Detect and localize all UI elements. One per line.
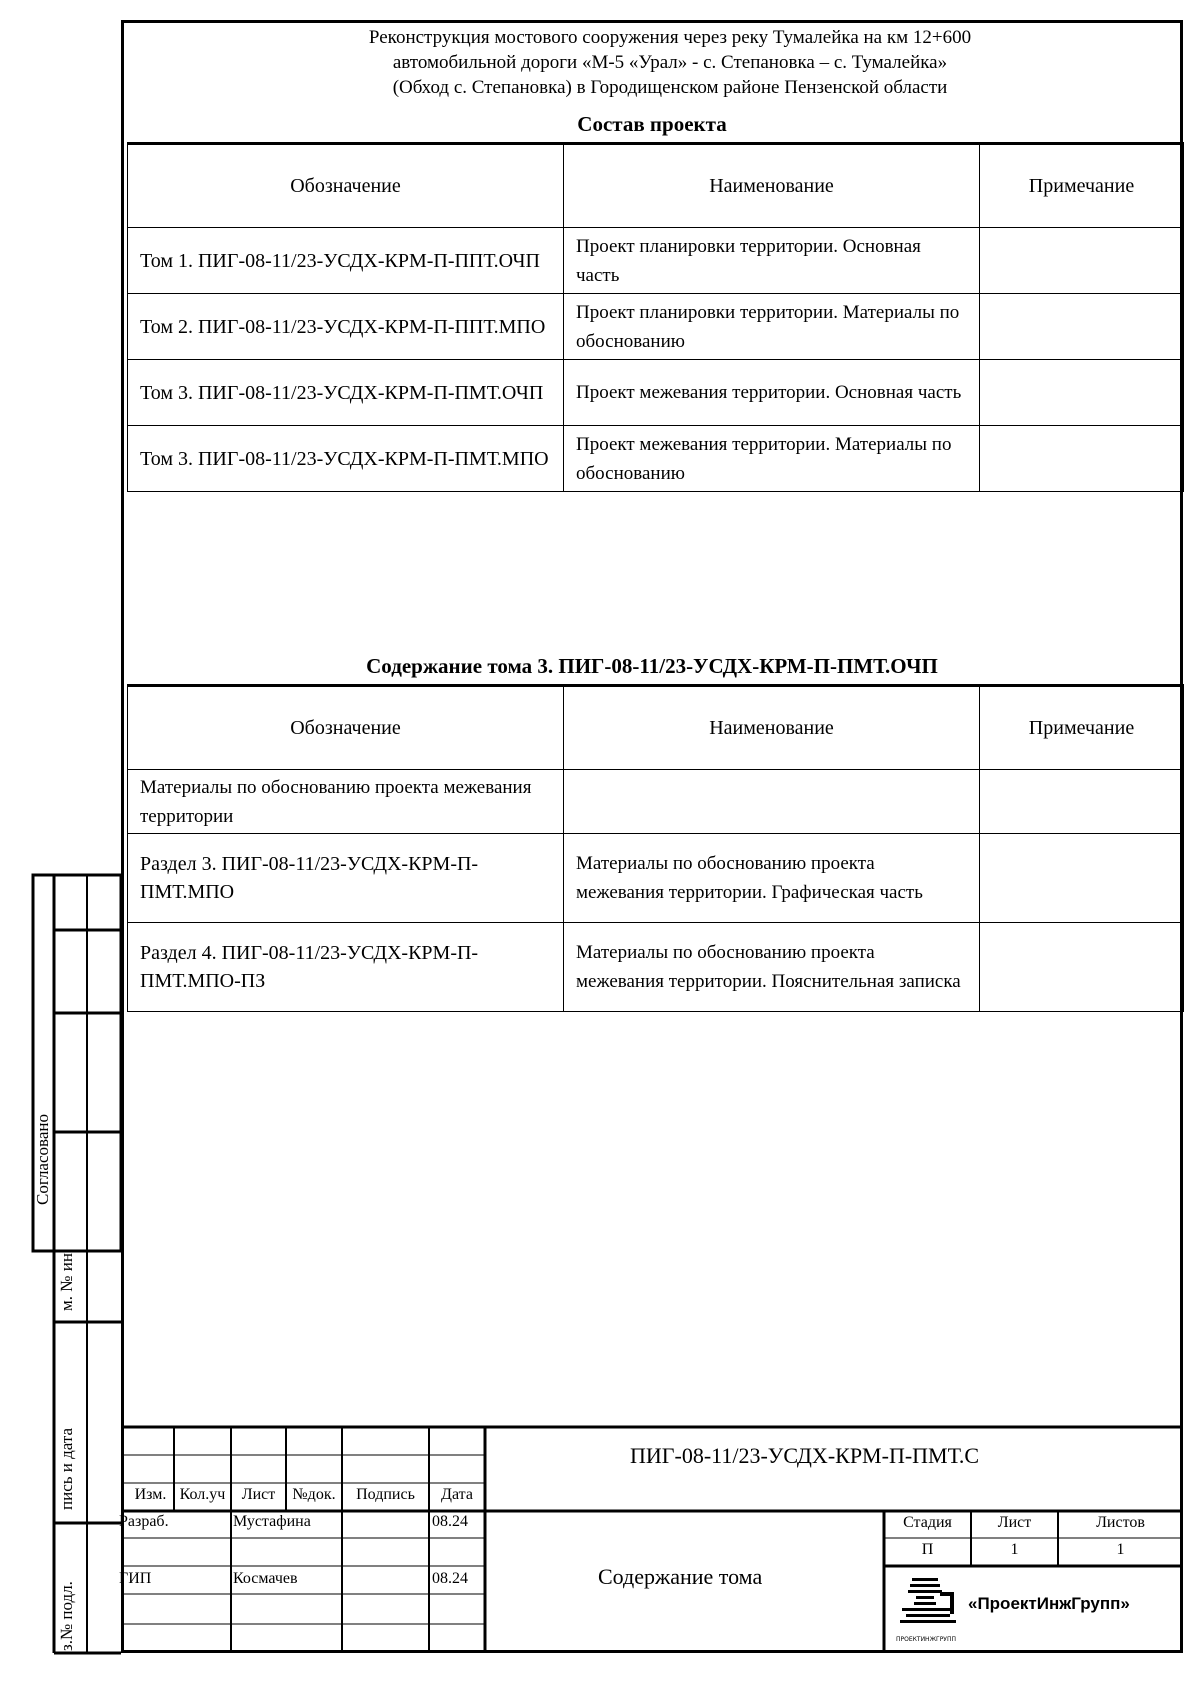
designation-cell: Том 1. ПИГ-08-11/23-УСДХ-КРМ-П-ППТ.ОЧП: [128, 228, 564, 294]
col-header-signature: Подпись: [356, 1486, 415, 1503]
name-chief-engineer: Космачев: [233, 1570, 298, 1587]
designation-cell: Том 3. ПИГ-08-11/23-УСДХ-КРМ-П-ПМТ.ОЧП: [128, 360, 564, 426]
company-logo-caption: ПРОЕКТИНЖГРУПП: [896, 1636, 956, 1643]
document-code: ПИГ-08-11/23-УСДХ-КРМ-П-ПМТ.С: [630, 1443, 980, 1468]
date-developer: 08.24: [432, 1513, 468, 1530]
column-header: Наименование: [564, 144, 980, 228]
role-developer: Разраб.: [119, 1513, 169, 1530]
project-title-line: автомобильной дороги «М-5 «Урал» - с. Степановка – с. Тумалейка»: [392, 52, 948, 73]
column-header: Обозначение: [128, 686, 564, 770]
designation-cell: Том 2. ПИГ-08-11/23-УСДХ-КРМ-П-ППТ.МПО: [128, 294, 564, 360]
col-header-list: Лист: [241, 1486, 276, 1503]
company-name: «ПроектИнжГрупп»: [968, 1594, 1130, 1613]
side-sign-date-label: пись и дата: [57, 1427, 76, 1510]
sheet-value: 1: [1010, 1541, 1019, 1558]
stage-value: П: [921, 1541, 934, 1558]
name-cell: Материалы по обоснованию проекта межевания территории. Пояснительная записка: [564, 923, 980, 1012]
stage-label: Стадия: [903, 1514, 952, 1531]
column-header: Наименование: [564, 686, 980, 770]
sheets-label: Листов: [1096, 1514, 1145, 1531]
side-agreed-label: Согласовано: [33, 1114, 52, 1205]
col-header-koluch: Кол.уч: [179, 1486, 226, 1503]
name-cell: Проект планировки территории. Основная часть: [564, 228, 980, 294]
col-header-ndok: №док.: [292, 1486, 336, 1503]
column-header: Примечание: [980, 144, 1184, 228]
document-title: Содержание тома: [598, 1564, 763, 1589]
name-cell: Проект планировки территории. Материалы по обоснованию: [564, 294, 980, 360]
designation-cell: Том 3. ПИГ-08-11/23-УСДХ-КРМ-П-ПМТ.МПО: [128, 426, 564, 492]
col-header-date: Дата: [441, 1486, 473, 1503]
composition-heading: Состав проекта: [577, 112, 727, 136]
name-cell: Проект межевания территории. Материалы по обоснованию: [564, 426, 980, 492]
role-chief-engineer: ГИП: [119, 1570, 152, 1587]
project-title-line: (Обход с. Степановка) в Городищенском районе Пензенской области: [392, 77, 948, 98]
side-inv-orig-label: з.№ подл.: [57, 1581, 76, 1651]
name-cell: Проект межевания территории. Основная часть: [564, 360, 980, 426]
sheet-label: Лист: [997, 1514, 1032, 1531]
column-header: Примечание: [980, 686, 1184, 770]
side-inv-label: м. № ин: [57, 1253, 76, 1311]
designation-cell: Раздел 3. ПИГ-08-11/23-УСДХ-КРМ-П-ПМТ.МПО: [128, 834, 564, 923]
date-chief-engineer: 08.24: [432, 1570, 468, 1587]
project-title-line: Реконструкция мостового сооружения через реку Тумалейка на км 12+600: [368, 27, 972, 48]
col-header-izm: Изм.: [134, 1486, 167, 1503]
company-logo-icon: [896, 1572, 968, 1640]
column-header: Обозначение: [128, 144, 564, 228]
sheets-value: 1: [1116, 1541, 1125, 1558]
contents-heading: Содержание тома 3. ПИГ-08-11/23-УСДХ-КРМ-П-ПМТ.ОЧП: [366, 654, 938, 678]
designation-cell: Материалы по обоснованию проекта межевания территории: [128, 770, 564, 834]
designation-cell: Раздел 4. ПИГ-08-11/23-УСДХ-КРМ-П-ПМТ.МПО-ПЗ: [128, 923, 564, 1012]
name-cell: Материалы по обоснованию проекта межевания территории. Графическая часть: [564, 834, 980, 923]
name-developer: Мустафина: [233, 1513, 311, 1530]
